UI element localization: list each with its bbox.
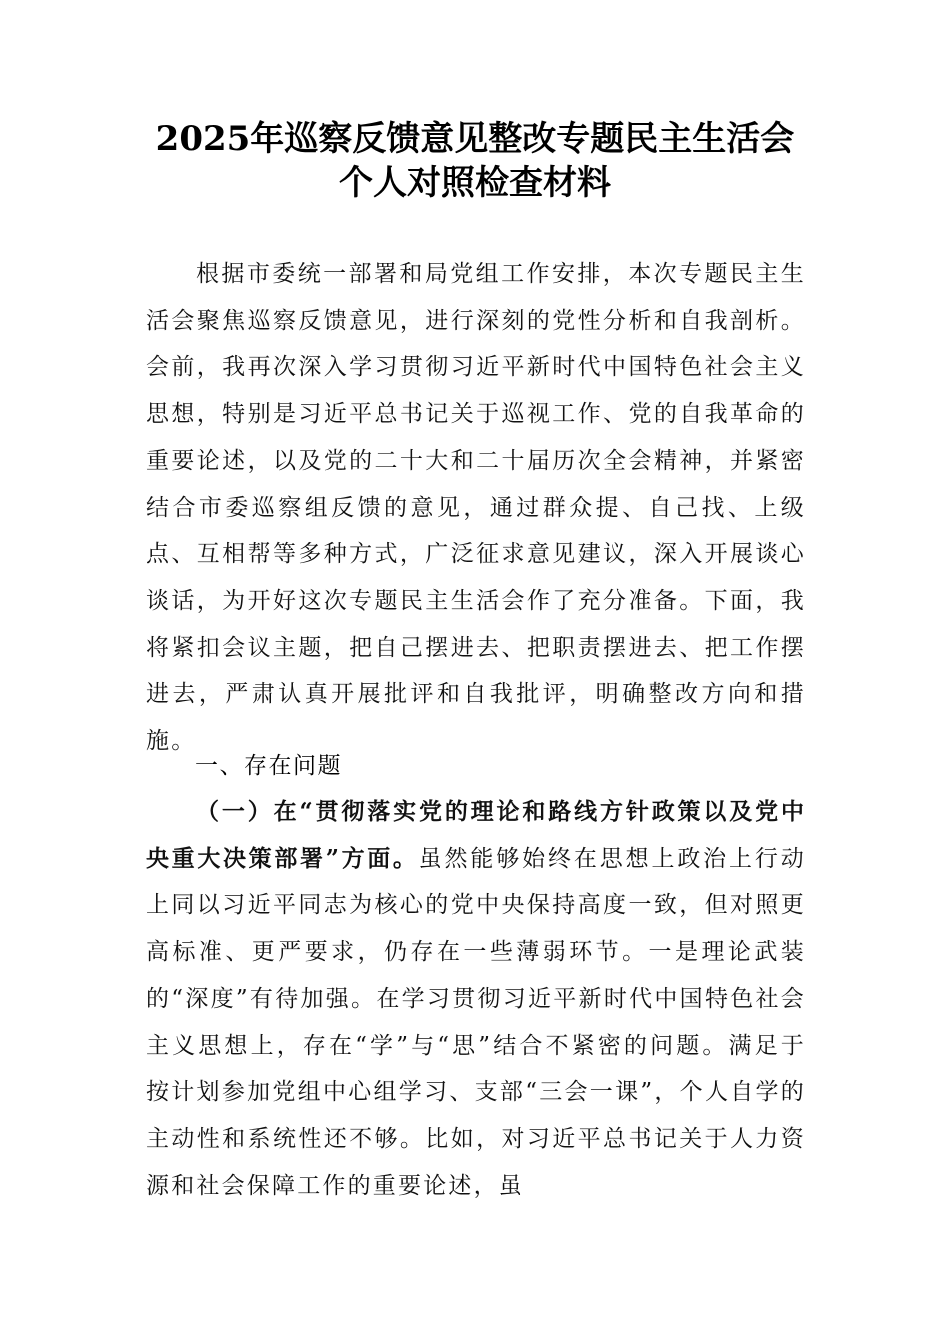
subsection-paragraph	[146, 789, 806, 1209]
document-title-line-2: 个人对照检查材料	[339, 163, 611, 203]
subsection-heading: （一）在“贯彻落实党的理论和路线方针政策以及党中央重大决策部署”方面。	[146, 798, 806, 872]
subsection-body: 虽然能够始终在思想上政治上行动上同以习近平同志为核心的党中央保持高度一致，但对照更高标准、更严要求，仍存在一些薄弱环节。一是理论武装的“深度”有待加强。在学习贯彻习近平新时代中国特色社会主义思想上，存在“学”与“思”结合不紧密的问题。满足于按计划参加党组中心组学习、支部“三会一课”，个人自学的主动性和系统性还不够。比如，对习近平总书记关于人力资源和社会保障工作的重要论述，虽	[146, 845, 806, 1199]
intro-paragraph: 根据市委统一部署和局党组工作安排，本次专题民主生活会聚焦巡察反馈意见，进行深刻的党性分析和自我剖析。会前，我再次深入学习贯彻习近平新时代中国特色社会主义思想，特别是习近平总书记关于巡视工作、党的自我革命的重要论述，以及党的二十大和二十届历次全会精神，并紧密结合市委巡察组反馈的意见，通过群众提、自己找、上级点、互相帮等多种方式，广泛征求意见建议，深入开展谈心谈话，为开好这次专题民主生活会作了充分准备。下面，我将紧扣会议主题，把自己摆进去、把职责摆进去、把工作摆进去，严肃认真开展批评和自我批评，明确整改方向和措施。	[146, 261, 806, 755]
document-title-line-1: 2025年巡察反馈意见整改专题民主生活会	[155, 119, 795, 159]
section-heading-problems: 一、存在问题	[195, 753, 342, 779]
